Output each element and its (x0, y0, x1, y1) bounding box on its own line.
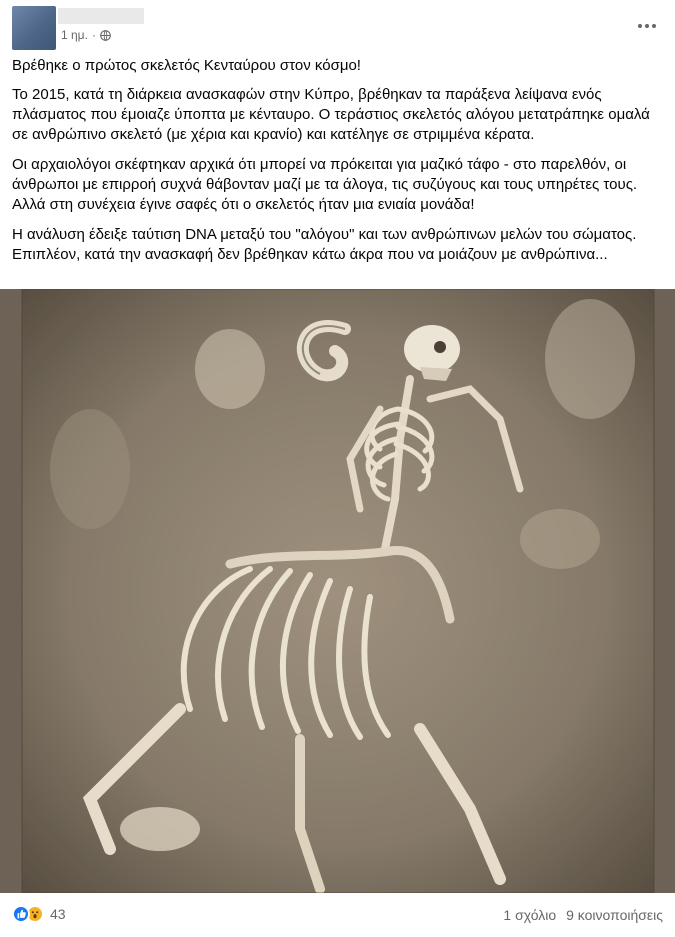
meta-separator: · (91, 28, 96, 42)
skeleton-photo (0, 289, 675, 893)
more-horizontal-icon (638, 24, 642, 28)
post-paragraph-2: Οι αρχαιολόγοι σκέφτηκαν αρχικά ότι μπορεί να πρόκειται για μαζικό τάφο - στο παρελθόν, οι άνθρωποι με επιρροή συχνά θάβονταν μαζί με τα άλογα, τις συζύγους και τους υπηρέτες τους. Αλλά στη συνέχεια έγινε σαφές ότι ο σκελετός ήταν μια ενιαία μονάδα! (12, 156, 638, 213)
timestamp[interactable]: 1 ημ. (61, 28, 88, 42)
post-text (12, 56, 665, 275)
reactions-summary[interactable] (12, 905, 66, 923)
post-header (12, 6, 663, 50)
post-paragraph-1: Το 2015, κατά τη διάρκεια ανασκαφών στην Κύπρο, βρέθηκαν τα παράξενα λείψανα ενός πλάσματος που έμοιαζε ύποπτα με κένταυρο. Ο τεράστιος σκελετός αλόγου μετατράπηκε ομαλά σε ανθρώπινο σκελετό (με χέρια και κρανίο) και κατέληγε σε στριμμένα κέρατα. (12, 86, 650, 143)
avatar[interactable] (12, 6, 56, 50)
author-name-redacted[interactable] (58, 8, 144, 24)
post-meta (61, 28, 111, 42)
more-options-button[interactable] (631, 14, 663, 38)
like-icon (12, 905, 30, 923)
post-footer (12, 903, 663, 927)
shares-count-link[interactable]: 9 κοινοποιήσεις (566, 907, 663, 923)
post-stats (503, 907, 663, 923)
post-paragraph-3: Η ανάλυση έδειξε ταύτιση DNA μεταξύ του "αλόγου" και των ανθρώπινων μελών του σώματος. Επιπλέον, κατά την ανασκαφή δεν βρέθηκαν κάτω άκρα που να μοιάζουν με ανθρώπινα... (12, 226, 637, 263)
comments-count-link[interactable]: 1 σχόλιο (503, 907, 557, 923)
reaction-count: 43 (50, 906, 66, 922)
post-title: Βρέθηκε ο πρώτος σκελετός Κενταύρου στον κόσμο! (12, 57, 361, 74)
globe-icon (100, 30, 111, 41)
post-image[interactable] (0, 289, 675, 893)
